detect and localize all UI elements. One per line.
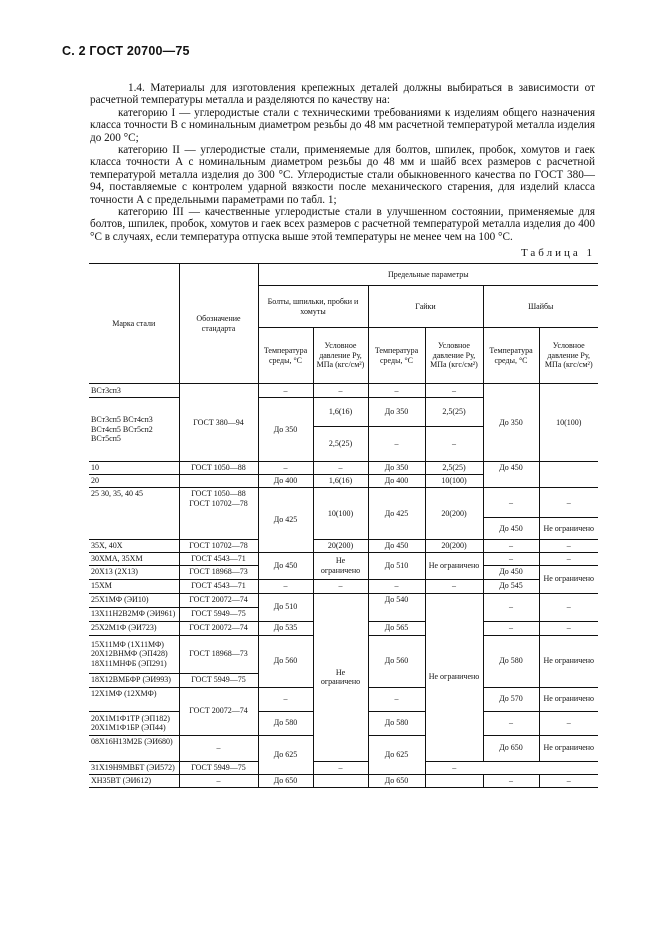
cell: – (313, 384, 368, 398)
steel-grade: 18Х12ВМБФР (ЭИ993) (89, 673, 179, 687)
cell: До 450 (368, 540, 425, 553)
cell: – (539, 488, 598, 518)
cell: До 560 (258, 635, 313, 687)
cell: До 650 (368, 774, 425, 787)
cell: Не ограничено (425, 552, 483, 579)
cell: До 450 (483, 565, 539, 579)
cell: – (258, 579, 313, 593)
group-washers-header: Шайбы (483, 286, 598, 328)
cell (313, 774, 368, 787)
sub-temp-header: Температура среды, °С (368, 328, 425, 384)
cell: До 580 (368, 711, 425, 735)
cell: До 535 (258, 621, 313, 635)
steel-grade: 25Х2М1Ф (ЭИ723) (89, 621, 179, 635)
group-bolts-header: Болты, шпильки, пробки и хомуты (258, 286, 368, 328)
paragraph: 1.4. Материалы для изготовления крепежных деталей должны выбираться в зависимости от расчетной температуры металла и разделяются по качеству на: (90, 82, 595, 107)
cell: До 400 (368, 475, 425, 488)
standard: ГОСТ 10702—78 (179, 540, 258, 553)
steel-grade: 13Х11Н2В2МФ (ЭИ961) (89, 607, 179, 621)
cell: – (483, 621, 539, 635)
cell: До 450 (483, 462, 539, 488)
cell: До 625 (258, 735, 313, 774)
steel-grade: 25Х1МФ (ЭИ10) (89, 593, 179, 607)
cell: До 580 (483, 635, 539, 687)
col-standard-header: Обозначение стандарта (179, 264, 258, 384)
cell: 10(100) (539, 384, 598, 462)
cell: – (539, 711, 598, 735)
cell: До 650 (258, 774, 313, 787)
cell: – (368, 427, 425, 462)
standard: ГОСТ 20072—74 (179, 621, 258, 635)
cell: До 350 (368, 462, 425, 475)
standard: – (179, 735, 258, 761)
col-limits-header: Предельные параметры (258, 264, 598, 286)
cell: – (425, 384, 483, 398)
standard: ГОСТ 20072—74 (179, 687, 258, 735)
cell: – (258, 687, 313, 711)
standard: ГОСТ 1050—88 ГОСТ 10702—78 (179, 488, 258, 540)
cell: – (483, 540, 539, 553)
cell: До 350 (258, 398, 313, 462)
steel-grade: 25 30, 35, 40 45 (89, 488, 179, 540)
steel-grade: 15Х11МФ (1Х11МФ) 20Х12ВНМФ (ЭП428) 18Х11МНФБ (ЭП291) (89, 635, 179, 673)
cell: – (313, 579, 368, 593)
cell (425, 774, 483, 787)
cell: – (483, 488, 539, 518)
steel-grade: ВСт3сп5 ВСт4сп3 ВСт4сп5 ВСт5сп2 ВСт5сп5 (89, 398, 179, 462)
cell: – (368, 384, 425, 398)
cell: До 350 (483, 384, 539, 462)
cell: – (539, 593, 598, 621)
sub-pressure-header: Условное давление Pу, МПа (кгс/см²) (313, 328, 368, 384)
steel-grade: 35Х, 40Х (89, 540, 179, 553)
sub-pressure-header: Условное давление Pу, МПа (кгс/см²) (425, 328, 483, 384)
cell: – (539, 552, 598, 565)
steel-grade: 20Х1М1Ф1ТР (ЭП182) 20Х1М1Ф1БР (ЭП44) (89, 711, 179, 735)
cell: – (425, 427, 483, 462)
cell: До 545 (483, 579, 539, 593)
standard: ГОСТ 1050—88 (179, 462, 258, 475)
body-text (90, 82, 595, 243)
cell: До 625 (368, 735, 425, 774)
col-grade-header: Марка стали (89, 264, 179, 384)
sub-temp-header: Температура среды, °С (483, 328, 539, 384)
cell: Не ограничено (539, 635, 598, 687)
cell: – (483, 711, 539, 735)
cell: 1,6(16) (313, 475, 368, 488)
steel-grade: 31Х19Н9МВБТ (ЭИ572) (89, 761, 179, 774)
steel-grade: ХН35ВТ (ЭИ612) (89, 774, 179, 787)
standard: ГОСТ 18968—73 (179, 635, 258, 673)
cell: – (258, 384, 313, 398)
cell: До 510 (368, 552, 425, 579)
steel-grade: 30ХМА, 35ХМ (89, 552, 179, 565)
cell: – (313, 462, 368, 475)
standard: ГОСТ 20072—74 (179, 593, 258, 607)
steel-grade: 10 (89, 462, 179, 475)
cell: До 450 (258, 552, 313, 579)
standard: ГОСТ 5949—75 (179, 761, 258, 774)
standard: ГОСТ 4543—71 (179, 579, 258, 593)
cell: Не ограничено (539, 518, 598, 540)
cell: Не ограничено (539, 687, 598, 711)
cell: – (539, 621, 598, 635)
cell (539, 462, 598, 488)
sub-temp-header: Температура среды, °С (258, 328, 313, 384)
standard: ГОСТ 5949—75 (179, 673, 258, 687)
cell: До 425 (258, 488, 313, 553)
cell: – (539, 540, 598, 553)
sub-pressure-header: Условное давление Pу, МПа (кгс/см²) (539, 328, 598, 384)
cell: 10(100) (313, 488, 368, 540)
cell: 20(200) (313, 540, 368, 553)
cell: Не ограничено (425, 593, 483, 761)
cell: – (368, 687, 425, 711)
cell: 2,5(25) (425, 398, 483, 427)
steel-grade: 15ХМ (89, 579, 179, 593)
paragraph: категорию I — углеродистые стали с техническими требованиями к изделиям общего назначения класса точности В с номинальным диаметром резьбы до 48 мм расчетной температурой металла изделия до 200 °С; (90, 106, 595, 144)
cell: – (483, 593, 539, 621)
cell: – (368, 579, 425, 593)
cell: – (425, 579, 483, 593)
page-header: С. 2 ГОСТ 20700—75 (62, 44, 190, 58)
cell: До 350 (368, 398, 425, 427)
paragraph: категорию III — качественные углеродистые стали в улучшенном состоянии, применяемые для болтов, шпилек, пробок, хомутов и гаек всех размеров с расчетной температурой металла изделия до 400 °С в случаях, если температура отпуска выше этой температуры не менее чем на 100 °С. (90, 206, 595, 243)
steel-grade: 20Х13 (2Х13) (89, 565, 179, 579)
steel-grade: 12Х1МФ (12ХМФ) (89, 687, 179, 711)
cell: 1,6(16) (313, 398, 368, 427)
cell: До 565 (368, 621, 425, 635)
cell: До 540 (368, 593, 425, 621)
cell: – (425, 761, 483, 774)
materials-table (89, 263, 598, 788)
standard: ГОСТ 4543—71 (179, 552, 258, 565)
cell: – (539, 774, 598, 787)
cell: 10(100) (425, 475, 483, 488)
cell: До 570 (483, 687, 539, 711)
cell: До 450 (483, 518, 539, 540)
cell: – (483, 774, 539, 787)
cell: До 560 (368, 635, 425, 687)
cell: 2,5(25) (313, 427, 368, 462)
steel-grade: 20 (89, 475, 179, 488)
cell: Не ограничено (539, 565, 598, 593)
standard: – (179, 774, 258, 787)
standard (179, 475, 258, 488)
table-caption: Таблица 1 (520, 247, 595, 259)
cell: До 400 (258, 475, 313, 488)
cell: Не ограничено (313, 552, 368, 579)
paragraph: категорию II — углеродистые стали, применяемые для болтов, шпилек, пробок, хомутов и гаек класса точности А с номинальным диаметром резьбы до 48 мм и шайб всех размеров с расчетной температурой металла изделия до 300 °С. Углеродистые стали обыкновенного качества по ГОСТ 380—94, поставляемые с контролем ударной вязкости после механического старения, для изделий класса точности А с предельными параметрами по табл. 1; (90, 144, 595, 206)
cell: До 425 (368, 488, 425, 540)
cell: – (483, 552, 539, 565)
cell: 20(200) (425, 540, 483, 553)
cell: До 580 (258, 711, 313, 735)
group-nuts-header: Гайки (368, 286, 483, 328)
cell: Не ограничено (539, 735, 598, 761)
standard: ГОСТ 380—94 (179, 384, 258, 462)
cell: До 650 (483, 735, 539, 761)
steel-grade: 08Х16Н13М2Б (ЭИ680) (89, 735, 179, 761)
standard: ГОСТ 18968—73 (179, 565, 258, 579)
cell: До 510 (258, 593, 313, 621)
cell: – (313, 761, 368, 774)
cell: Не ограничено (313, 593, 368, 761)
steel-grade: ВСт3сп3 (89, 384, 179, 398)
cell: 20(200) (425, 488, 483, 540)
standard: ГОСТ 5949—75 (179, 607, 258, 621)
cell: – (258, 462, 313, 475)
cell: 2,5(25) (425, 462, 483, 475)
